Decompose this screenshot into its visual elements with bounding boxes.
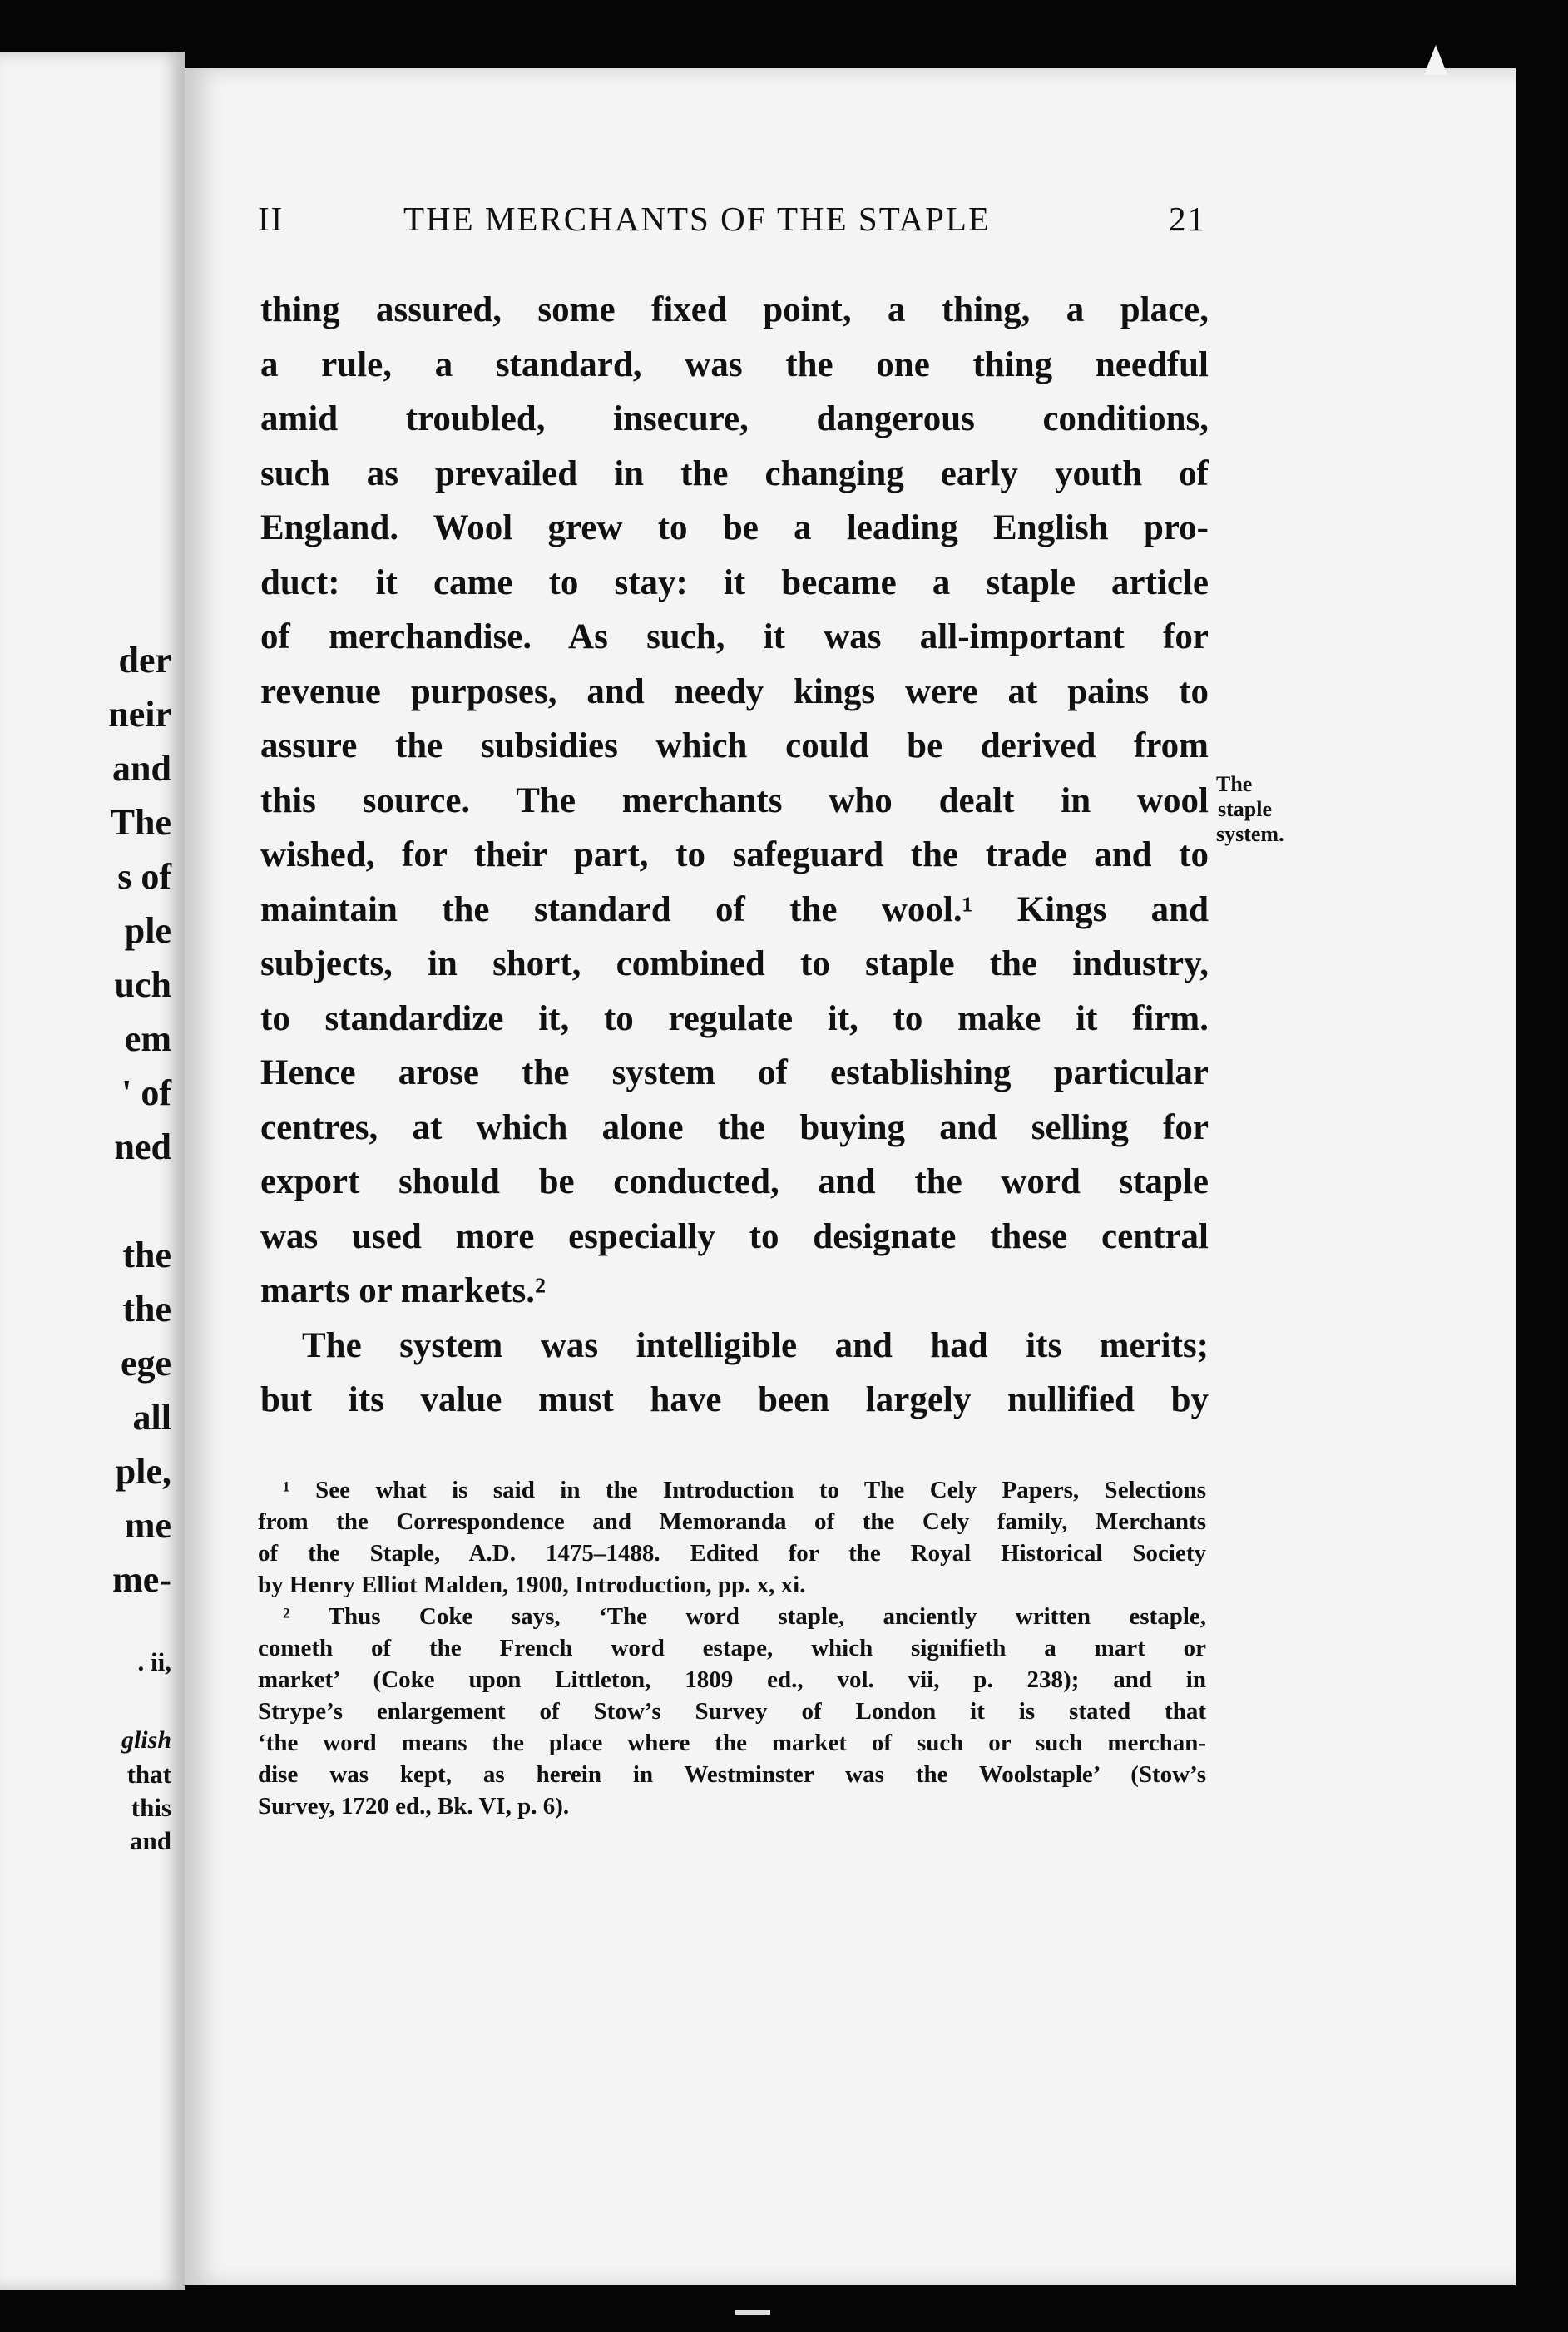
footnote-line: market’ (Coke upon Littleton, 1809 ed., vol. vii, p. 238); and in bbox=[258, 1666, 1206, 1693]
text-line: England. Wool grew to be a leading English pro- bbox=[260, 508, 1209, 547]
footnote-line: of the Staple, A.D. 1475–1488. Edited for the Royal Historical Society bbox=[258, 1540, 1206, 1567]
facing-page-fragment: . ii, bbox=[137, 1647, 171, 1676]
facing-page-edge bbox=[0, 52, 185, 2290]
facing-page-fragment: The bbox=[110, 802, 171, 843]
facing-page-fragment: neir bbox=[108, 694, 171, 735]
facing-page-fragment: that bbox=[126, 1760, 171, 1789]
text-line: a rule, a standard, was the one thing needful bbox=[260, 344, 1209, 384]
main-text bbox=[260, 283, 1209, 1428]
running-head-title: THE MERCHANTS OF THE STAPLE bbox=[403, 200, 991, 238]
facing-page-fragment: s of bbox=[117, 856, 171, 897]
footnotes bbox=[258, 1474, 1206, 1822]
footnote-line: Survey, 1720 ed., Bk. VI, p. 6). bbox=[258, 1793, 570, 1820]
facing-page-fragment: this bbox=[131, 1793, 171, 1822]
text-line: amid troubled, insecure, dangerous conditions, bbox=[260, 399, 1209, 438]
page-number: 21 bbox=[1169, 200, 1206, 238]
facing-page-fragment: the bbox=[122, 1235, 171, 1275]
text-line: Hence arose the system of establishing particular bbox=[260, 1053, 1209, 1092]
text-line: revenue purposes, and needy kings were at pains to bbox=[260, 671, 1209, 711]
facing-page-fragment: ege bbox=[120, 1343, 171, 1384]
text-line: duct: it came to stay: it became a staple article bbox=[260, 562, 1209, 602]
text-line: to standardize it, to regulate it, to make it firm. bbox=[260, 998, 1209, 1038]
text-line: such as prevailed in the changing early youth of bbox=[260, 453, 1209, 493]
facing-page-fragment: em bbox=[124, 1018, 171, 1059]
facing-page-fragment: ' of bbox=[121, 1072, 171, 1113]
margin-note bbox=[1216, 772, 1284, 847]
part-number: II bbox=[258, 200, 284, 238]
facing-page-fragment: ple bbox=[124, 910, 171, 951]
facing-page-fragment: and bbox=[112, 748, 171, 789]
facing-page-fragment: glish bbox=[121, 1726, 171, 1754]
text-line: but its value must have been largely nullified by bbox=[260, 1380, 1209, 1419]
footnote-line: ‘the word means the place where the market of such or such merchan- bbox=[258, 1730, 1206, 1756]
facing-page-fragment: uch bbox=[114, 964, 171, 1005]
text-line: centres, at which alone the buying and selling for bbox=[260, 1107, 1209, 1147]
footnote-line: by Henry Elliot Malden, 1900, Introduction, pp. x, xi. bbox=[258, 1572, 806, 1598]
facing-page-fragment: ple, bbox=[115, 1451, 171, 1492]
footnote-line: from the Correspondence and Memoranda of the Cely family, Merchants bbox=[258, 1508, 1206, 1535]
bottom-scan-mark bbox=[735, 2310, 770, 2315]
text-line: this source. The merchants who dealt in wool bbox=[260, 780, 1209, 820]
margin-note-line: staple bbox=[1218, 797, 1272, 821]
text-line: subjects, in short, combined to staple the industry, bbox=[260, 944, 1209, 983]
footnote-line: Strype’s enlargement of Stow’s Survey of London it is stated that bbox=[258, 1698, 1206, 1725]
footnote-line: ¹ See what is said in the Introduction to The Cely Papers, Selections bbox=[283, 1477, 1206, 1503]
facing-page-fragment: and bbox=[130, 1826, 171, 1855]
text-line: marts or markets.² bbox=[260, 1271, 546, 1310]
text-line: export should be conducted, and the word staple bbox=[260, 1162, 1209, 1201]
facing-page-fragment: all bbox=[132, 1397, 171, 1438]
text-line: wished, for their part, to safeguard the trade and to bbox=[260, 835, 1209, 874]
facing-page-fragment: ned bbox=[114, 1126, 171, 1167]
text-line: thing assured, some fixed point, a thing, a place, bbox=[260, 290, 1209, 329]
footnote-line: cometh of the French word estape, which signifieth a mart or bbox=[258, 1635, 1206, 1661]
text-line: maintain the standard of the wool.¹ Kings and bbox=[260, 889, 1209, 929]
margin-note-line: system. bbox=[1216, 822, 1284, 846]
facing-page-fragment: der bbox=[118, 640, 171, 681]
facing-page-fragment: the bbox=[122, 1289, 171, 1329]
paragraph-first-line: The system was intelligible and had its merits; bbox=[302, 1325, 1209, 1365]
text-line: assure the subsidies which could be derived from bbox=[260, 726, 1209, 765]
text-line: was used more especially to designate these central bbox=[260, 1216, 1209, 1256]
facing-page-fragment: me- bbox=[112, 1559, 171, 1600]
footnote-line: ² Thus Coke says, ‘The word staple, anciently written estaple, bbox=[283, 1603, 1206, 1630]
facing-page-fragment: me bbox=[124, 1505, 171, 1546]
margin-note-line: The bbox=[1216, 772, 1253, 796]
text-line: of merchandise. As such, it was all-important for bbox=[260, 617, 1209, 656]
footnote-line: dise was kept, as herein in Westminster was the Woolstaple’ (Stow’s bbox=[258, 1761, 1206, 1788]
